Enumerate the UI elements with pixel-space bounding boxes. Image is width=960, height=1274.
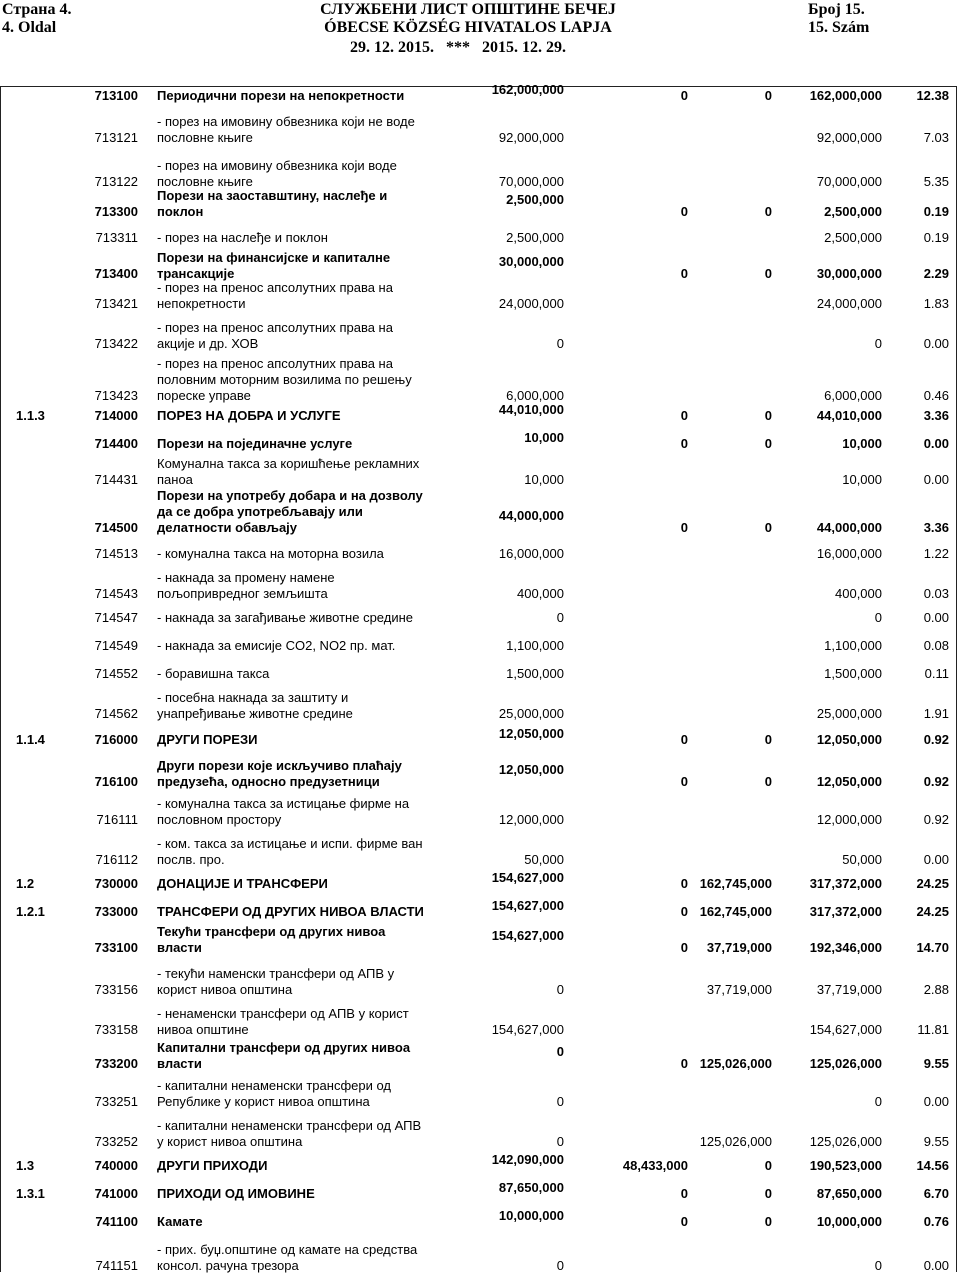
account-code: 733252 xyxy=(94,1134,138,1149)
account-code: 730000 xyxy=(94,876,138,891)
account-code: 713422 xyxy=(94,336,138,351)
share-percent: 0.92 xyxy=(923,812,949,827)
share-percent: 9.55 xyxy=(923,1134,949,1149)
account-description xyxy=(157,796,457,828)
amount-planned: 44,010,000 xyxy=(498,402,564,417)
description-line: корист нивоа општина xyxy=(157,982,293,997)
page-number-hu: 4. Oldal xyxy=(2,19,57,36)
amount-total: 10,000 xyxy=(842,472,882,487)
description-line: половним моторним возилима по решењу xyxy=(157,372,412,387)
description-line: власти xyxy=(157,1056,202,1071)
share-percent: 0.46 xyxy=(923,388,949,403)
amount-total: 24,000,000 xyxy=(816,296,882,311)
description-line: ПОРЕЗ НА ДОБРА И УСЛУГЕ xyxy=(157,408,341,423)
amount-planned: 24,000,000 xyxy=(498,296,564,311)
amount-other-sources: 0 xyxy=(764,1158,772,1173)
amount-planned: 2,500,000 xyxy=(506,192,564,207)
account-description xyxy=(157,732,457,748)
share-percent: 2.29 xyxy=(923,266,949,281)
amount-planned: 44,000,000 xyxy=(498,508,564,523)
description-line: - накнада за загађивање животне средине xyxy=(157,610,414,625)
amount-planned: 154,627,000 xyxy=(491,928,564,943)
amount-other-sources: 0 xyxy=(764,774,772,789)
section-number: 1.2 xyxy=(16,876,35,891)
description-line: - порез на наслеђе и поклон xyxy=(157,230,328,245)
description-line: - порез на пренос апсолутних права на xyxy=(157,356,393,371)
amount-planned: 154,627,000 xyxy=(491,870,564,885)
account-code: 714562 xyxy=(94,706,138,721)
amount-total: 125,026,000 xyxy=(809,1134,882,1149)
amount-total: 6,000,000 xyxy=(824,388,882,403)
account-code: 741100 xyxy=(95,1214,138,1229)
issue-number-sr: Број 15. xyxy=(808,1,865,18)
amount-planned: 10,000,000 xyxy=(498,1208,564,1223)
amount-planned: 154,627,000 xyxy=(491,898,564,913)
amount-planned: 400,000 xyxy=(517,586,564,601)
account-code: 716100 xyxy=(94,774,138,789)
account-description xyxy=(157,570,457,602)
account-description xyxy=(157,924,457,956)
amount-planned: 0 xyxy=(556,336,564,351)
description-line: - порез на пренос апсолутних права на xyxy=(157,320,393,335)
amount-other-sources: 37,719,000 xyxy=(706,940,772,955)
description-line: Порези на заоставштину, наслеђе и xyxy=(157,188,388,203)
description-line: Републике у корист нивоа општина xyxy=(157,1094,370,1109)
description-line: Камате xyxy=(157,1214,203,1229)
account-description xyxy=(157,666,457,682)
amount-total: 190,523,000 xyxy=(809,1158,882,1173)
amount-own-revenue: 0 xyxy=(680,1186,688,1201)
journal-title-sr: СЛУЖБЕНИ ЛИСТ ОПШТИНЕ БЕЧЕЈ xyxy=(320,1,616,18)
account-code: 714431 xyxy=(94,472,138,487)
amount-planned: 12,050,000 xyxy=(498,726,564,741)
description-line: пословном простору xyxy=(157,812,282,827)
description-line: - порез на имовину обвезника који не воде xyxy=(157,114,415,129)
description-line: поклон xyxy=(157,204,204,219)
share-percent: 3.36 xyxy=(923,520,949,535)
description-line: ДОНАЦИЈЕ И ТРАНСФЕРИ xyxy=(157,876,328,891)
account-code: 733000 xyxy=(94,904,138,919)
account-description xyxy=(157,1006,457,1038)
amount-total: 317,372,000 xyxy=(809,904,882,919)
amount-total: 87,650,000 xyxy=(816,1186,882,1201)
amount-total: 0 xyxy=(874,1258,882,1273)
description-line: - порез на пренос апсолутних права на xyxy=(157,280,393,295)
amount-own-revenue: 0 xyxy=(680,876,688,891)
amount-total: 37,719,000 xyxy=(816,982,882,997)
section-number: 1.3.1 xyxy=(16,1186,45,1201)
amount-planned: 0 xyxy=(556,1134,564,1149)
amount-planned: 16,000,000 xyxy=(498,546,564,561)
account-description xyxy=(157,836,457,868)
description-line: ДРУГИ ПОРЕЗИ xyxy=(157,732,258,747)
share-percent: 0.00 xyxy=(923,472,949,487)
amount-planned: 25,000,000 xyxy=(498,706,564,721)
description-line: непокретности xyxy=(157,296,246,311)
description-line: - накнада за промену намене xyxy=(157,570,335,585)
amount-total: 400,000 xyxy=(835,586,882,601)
account-description xyxy=(157,250,457,282)
amount-planned: 1,100,000 xyxy=(506,638,564,653)
issue-date: 29. 12. 2015. *** 2015. 12. 29. xyxy=(350,39,566,56)
description-line: власти xyxy=(157,940,202,955)
amount-total: 10,000 xyxy=(842,436,882,451)
amount-total: 0 xyxy=(874,1094,882,1109)
share-percent: 11.81 xyxy=(917,1022,949,1037)
share-percent: 1.83 xyxy=(923,296,949,311)
description-line: - посебна накнада за заштиту и xyxy=(157,690,349,705)
amount-own-revenue: 0 xyxy=(680,204,688,219)
account-code: 713421 xyxy=(94,296,138,311)
description-line: Текући трансфери од других нивоа xyxy=(157,924,386,939)
account-description xyxy=(157,876,457,892)
amount-planned: 92,000,000 xyxy=(498,130,564,145)
description-line: - ненаменски трансфери од АПВ у корист xyxy=(157,1006,409,1021)
issue-number-hu: 15. Szám xyxy=(808,19,870,36)
amount-planned: 12,000,000 xyxy=(498,812,564,827)
account-code: 714549 xyxy=(94,638,138,653)
share-percent: 5.35 xyxy=(923,174,949,189)
amount-planned: 10,000 xyxy=(524,472,564,487)
share-percent: 0.00 xyxy=(923,1094,949,1109)
description-line: - текући наменски трансфери од АПВ у xyxy=(157,966,395,981)
share-percent: 14.70 xyxy=(916,940,949,955)
account-code: 713122 xyxy=(94,174,138,189)
account-description xyxy=(157,114,457,146)
amount-planned: 0 xyxy=(556,1044,564,1059)
account-description xyxy=(157,1214,457,1230)
amount-total: 0 xyxy=(874,610,882,625)
amount-planned: 50,000 xyxy=(524,852,564,867)
account-description xyxy=(157,690,457,722)
description-line: пословне књиге xyxy=(157,174,253,189)
description-line: трансакције xyxy=(157,266,235,281)
description-line: - капитални ненаменски трансфери од АПВ xyxy=(157,1118,422,1133)
amount-other-sources: 0 xyxy=(764,436,772,451)
amount-planned: 154,627,000 xyxy=(491,1022,564,1037)
amount-total: 2,500,000 xyxy=(824,204,882,219)
account-code: 716112 xyxy=(95,852,138,867)
description-line: Комунална такса за коришћење рекламних xyxy=(157,456,420,471)
amount-other-sources: 125,026,000 xyxy=(699,1134,772,1149)
amount-total: 44,010,000 xyxy=(816,408,882,423)
amount-own-revenue: 0 xyxy=(680,732,688,747)
amount-planned: 0 xyxy=(556,1094,564,1109)
description-line: предузећа, односно предузетници xyxy=(157,774,380,789)
amount-planned: 87,650,000 xyxy=(498,1180,564,1195)
description-line: ДРУГИ ПРИХОДИ xyxy=(157,1158,268,1173)
amount-planned: 12,050,000 xyxy=(498,762,564,777)
amount-planned: 0 xyxy=(556,982,564,997)
section-number: 1.1.4 xyxy=(16,732,45,747)
share-percent: 0.92 xyxy=(923,732,949,747)
account-description xyxy=(157,966,457,998)
amount-own-revenue: 0 xyxy=(680,520,688,535)
description-line: - ком. такса за истицање и испи. фирме ван xyxy=(157,836,423,851)
description-line: ТРАНСФЕРИ ОД ДРУГИХ НИВОА ВЛАСТИ xyxy=(157,904,424,919)
amount-total: 1,100,000 xyxy=(824,638,882,653)
account-code: 714513 xyxy=(94,546,138,561)
description-line: Порези на употребу добара и на дозволу xyxy=(157,488,423,503)
account-code: 733251 xyxy=(94,1094,138,1109)
account-code: 733158 xyxy=(94,1022,138,1037)
account-description xyxy=(157,638,457,654)
amount-total: 44,000,000 xyxy=(816,520,882,535)
description-line: - капитални ненаменски трансфери од xyxy=(157,1078,391,1093)
description-line: - комунална такса за истицање фирме на xyxy=(157,796,410,811)
account-description xyxy=(157,1242,457,1274)
amount-planned: 2,500,000 xyxy=(506,230,564,245)
amount-total: 12,050,000 xyxy=(816,774,882,789)
share-percent: 0.00 xyxy=(923,1258,949,1273)
account-description xyxy=(157,408,457,424)
share-percent: 14.56 xyxy=(916,1158,949,1173)
description-line: унапређивање животне средине xyxy=(157,706,353,721)
section-number: 1.1.3 xyxy=(16,408,45,423)
share-percent: 0.00 xyxy=(923,436,949,451)
amount-other-sources: 0 xyxy=(764,732,772,747)
description-line: - комунална такса на моторна возила xyxy=(157,546,384,561)
account-code: 713423 xyxy=(94,388,138,403)
account-code: 713311 xyxy=(95,230,138,245)
amount-total: 25,000,000 xyxy=(816,706,882,721)
section-number: 1.3 xyxy=(16,1158,35,1173)
amount-own-revenue: 0 xyxy=(680,1214,688,1229)
amount-total: 125,026,000 xyxy=(809,1056,882,1071)
share-percent: 24.25 xyxy=(916,904,949,919)
amount-total: 30,000,000 xyxy=(816,266,882,281)
account-code: 714400 xyxy=(94,436,138,451)
description-line: послв. про. xyxy=(157,852,225,867)
account-description xyxy=(157,1158,457,1174)
amount-other-sources: 0 xyxy=(764,1214,772,1229)
account-description xyxy=(157,1118,457,1150)
amount-total: 92,000,000 xyxy=(816,130,882,145)
amount-total: 16,000,000 xyxy=(816,546,882,561)
description-line: Порези на финансијске и капиталне xyxy=(157,250,391,265)
description-line: ПРИХОДИ ОД ИМОВИНЕ xyxy=(157,1186,315,1201)
amount-other-sources: 0 xyxy=(764,204,772,219)
amount-own-revenue: 0 xyxy=(680,436,688,451)
share-percent: 0.08 xyxy=(923,638,949,653)
share-percent: 12.38 xyxy=(916,88,949,103)
amount-total: 10,000,000 xyxy=(816,1214,882,1229)
account-description xyxy=(157,1078,457,1110)
amount-own-revenue: 48,433,000 xyxy=(622,1158,688,1173)
description-line: Порези на појединачне услуге xyxy=(157,436,353,451)
account-description xyxy=(157,280,457,312)
amount-planned: 142,090,000 xyxy=(491,1152,564,1167)
account-description xyxy=(157,904,457,920)
account-code: 740000 xyxy=(94,1158,138,1173)
account-code: 733200 xyxy=(94,1056,138,1071)
description-line: паноа xyxy=(157,472,193,487)
account-code: 714547 xyxy=(94,610,138,625)
account-description xyxy=(157,610,457,626)
amount-planned: 1,500,000 xyxy=(506,666,564,681)
account-description xyxy=(157,230,457,246)
account-code: 713400 xyxy=(94,266,138,281)
amount-planned: 0 xyxy=(556,1258,564,1273)
share-percent: 0.76 xyxy=(923,1214,949,1229)
account-code: 713100 xyxy=(94,88,138,103)
account-description xyxy=(157,546,457,562)
share-percent: 3.36 xyxy=(923,408,949,423)
share-percent: 6.70 xyxy=(923,1186,949,1201)
account-code: 714552 xyxy=(94,666,138,681)
share-percent: 1.22 xyxy=(923,546,949,561)
account-code: 741151 xyxy=(95,1258,138,1273)
description-line: Други порези које искључиво плаћају xyxy=(157,758,402,773)
amount-own-revenue: 0 xyxy=(680,904,688,919)
amount-total: 0 xyxy=(874,336,882,351)
account-code: 714500 xyxy=(94,520,138,535)
share-percent: 0.19 xyxy=(923,230,949,245)
amount-planned: 0 xyxy=(556,610,564,625)
account-description xyxy=(157,488,457,536)
account-description xyxy=(157,436,457,452)
amount-planned: 30,000,000 xyxy=(498,254,564,269)
share-percent: 0.00 xyxy=(923,852,949,867)
amount-other-sources: 125,026,000 xyxy=(699,1056,772,1071)
share-percent: 24.25 xyxy=(916,876,949,891)
share-percent: 0.00 xyxy=(923,336,949,351)
description-line: у корист нивоа општина xyxy=(157,1134,303,1149)
account-description xyxy=(157,1186,457,1202)
description-line: пореске управе xyxy=(157,388,251,403)
account-code: 716000 xyxy=(94,732,138,747)
account-description xyxy=(157,1040,457,1072)
share-percent: 0.11 xyxy=(924,666,949,681)
account-description xyxy=(157,456,457,488)
description-line: акције и др. ХОВ xyxy=(157,336,259,351)
amount-own-revenue: 0 xyxy=(680,940,688,955)
amount-own-revenue: 0 xyxy=(680,88,688,103)
section-number: 1.2.1 xyxy=(16,904,45,919)
account-description xyxy=(157,758,457,790)
amount-total: 70,000,000 xyxy=(816,174,882,189)
account-code: 713121 xyxy=(94,130,138,145)
description-line: - накнада за емисије CO2, NO2 пр. мат. xyxy=(157,638,396,653)
amount-total: 162,000,000 xyxy=(809,88,882,103)
amount-total: 154,627,000 xyxy=(809,1022,882,1037)
amount-other-sources: 0 xyxy=(764,520,772,535)
page-number-sr: Страна 4. xyxy=(2,1,72,18)
description-line: да се добра употребљавају или xyxy=(157,504,363,519)
account-code: 713300 xyxy=(94,204,138,219)
amount-other-sources: 162,745,000 xyxy=(699,876,772,891)
description-line: пољопривредног земљишта xyxy=(157,586,328,601)
description-line: - прих. буџ.општине од камате на средства xyxy=(157,1242,418,1257)
amount-total: 2,500,000 xyxy=(824,230,882,245)
account-code: 733156 xyxy=(94,982,138,997)
amount-total: 12,000,000 xyxy=(816,812,882,827)
account-description xyxy=(157,188,457,220)
amount-other-sources: 0 xyxy=(764,408,772,423)
share-percent: 9.55 xyxy=(923,1056,949,1071)
amount-own-revenue: 0 xyxy=(680,266,688,281)
account-description xyxy=(157,88,457,104)
share-percent: 0.00 xyxy=(923,610,949,625)
description-line: - порез на имовину обвезника који воде xyxy=(157,158,397,173)
account-code: 714543 xyxy=(94,586,138,601)
amount-planned: 10,000 xyxy=(524,430,564,445)
share-percent: 0.92 xyxy=(923,774,949,789)
description-line: - боравишна такса xyxy=(157,666,270,681)
amount-total: 192,346,000 xyxy=(809,940,882,955)
amount-total: 50,000 xyxy=(842,852,882,867)
description-line: пословне књиге xyxy=(157,130,253,145)
amount-other-sources: 162,745,000 xyxy=(699,904,772,919)
amount-planned: 6,000,000 xyxy=(506,388,564,403)
description-line: делатности обављају xyxy=(157,520,298,535)
amount-other-sources: 0 xyxy=(764,1186,772,1201)
description-line: нивоа општине xyxy=(157,1022,249,1037)
account-code: 714000 xyxy=(94,408,138,423)
account-code: 733100 xyxy=(94,940,138,955)
amount-other-sources: 0 xyxy=(764,88,772,103)
share-percent: 1.91 xyxy=(923,706,949,721)
share-percent: 2.88 xyxy=(923,982,949,997)
account-description xyxy=(157,320,457,352)
amount-planned: 162,000,000 xyxy=(491,82,564,97)
account-description xyxy=(157,356,457,404)
amount-own-revenue: 0 xyxy=(680,408,688,423)
amount-total: 12,050,000 xyxy=(816,732,882,747)
description-line: консол. рачуна трезора xyxy=(157,1258,299,1273)
description-line: Периодични порези на непокретности xyxy=(157,88,405,103)
share-percent: 7.03 xyxy=(923,130,949,145)
amount-planned: 70,000,000 xyxy=(498,174,564,189)
share-percent: 0.03 xyxy=(923,586,949,601)
amount-own-revenue: 0 xyxy=(680,774,688,789)
account-code: 716111 xyxy=(96,812,138,827)
share-percent: 0.19 xyxy=(923,204,949,219)
journal-title-hu: ÓBECSE KÖZSÉG HIVATALOS LAPJA xyxy=(324,19,612,36)
amount-other-sources: 0 xyxy=(764,266,772,281)
description-line: Капитални трансфери од других нивоа xyxy=(157,1040,411,1055)
amount-own-revenue: 0 xyxy=(680,1056,688,1071)
account-description xyxy=(157,158,457,190)
amount-total: 317,372,000 xyxy=(809,876,882,891)
amount-other-sources: 37,719,000 xyxy=(706,982,772,997)
account-code: 741000 xyxy=(94,1186,138,1201)
amount-total: 1,500,000 xyxy=(824,666,882,681)
